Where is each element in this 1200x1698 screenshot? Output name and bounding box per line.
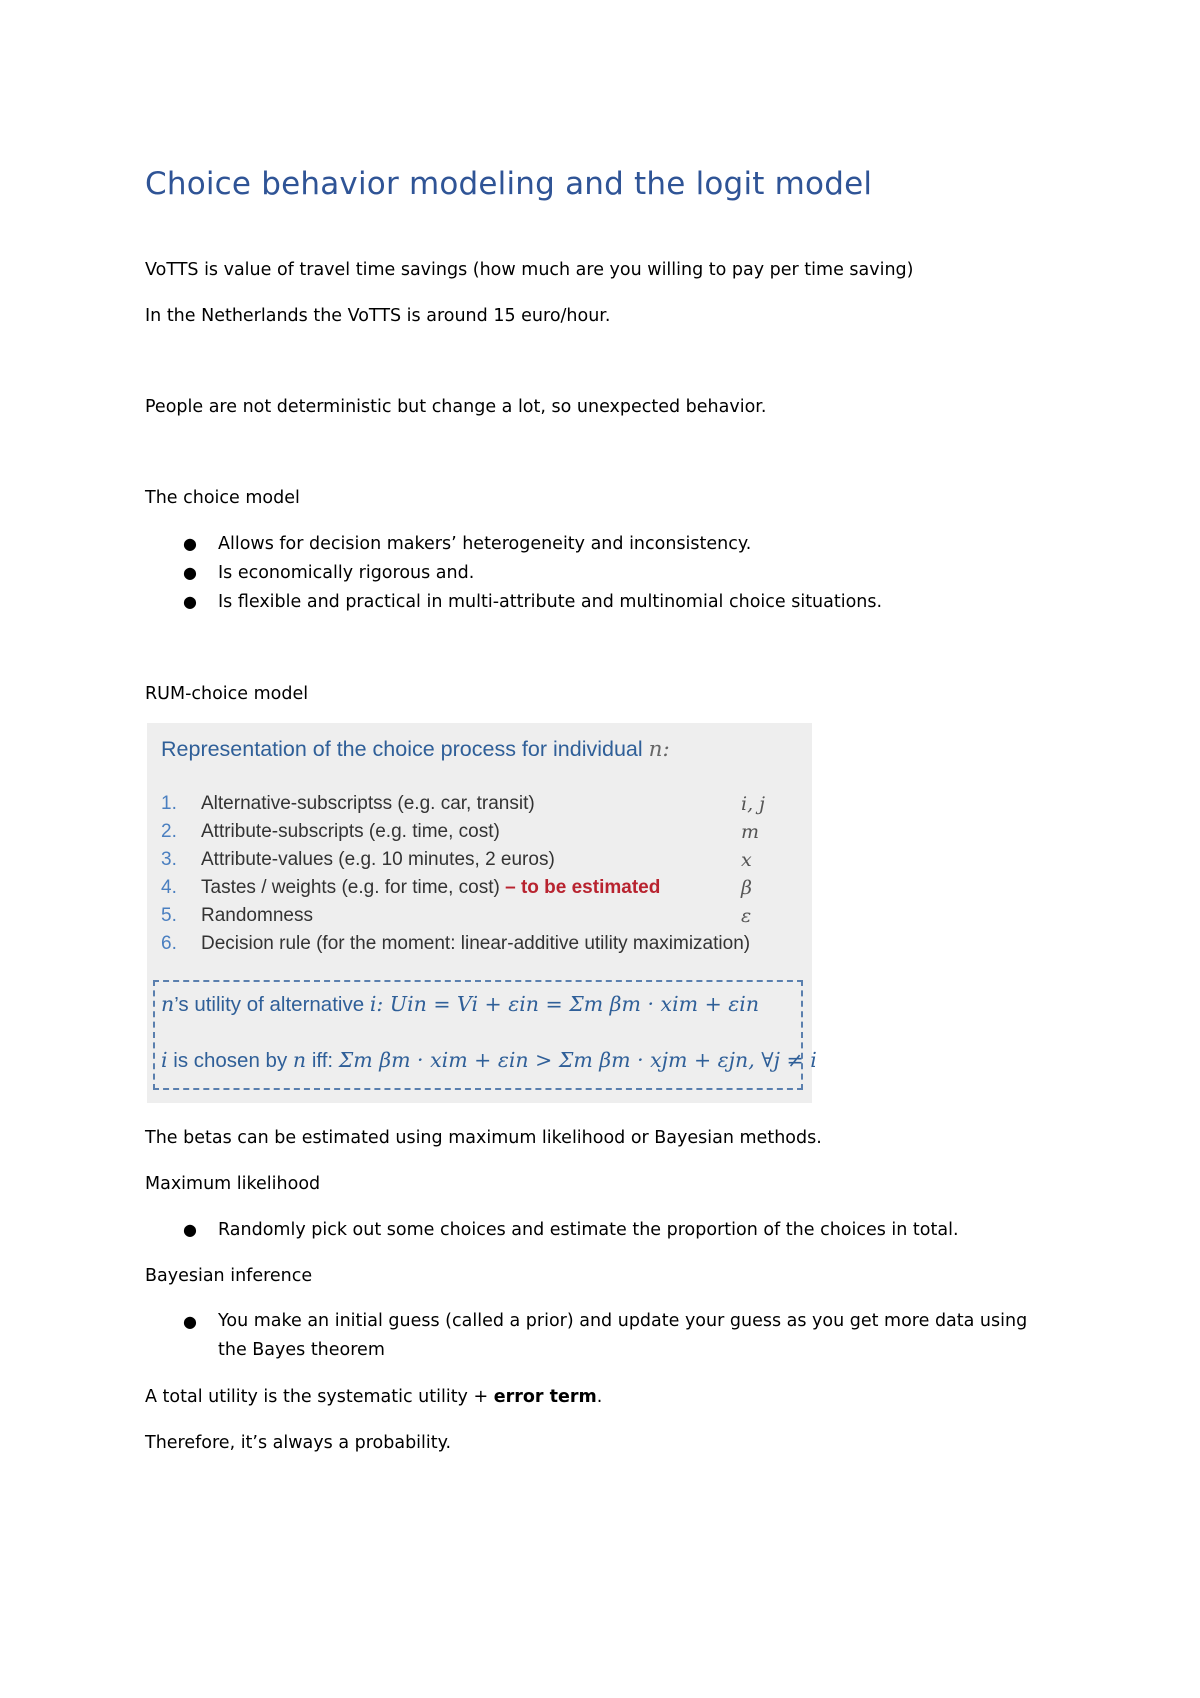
bayes-heading: Bayesian inference xyxy=(145,1266,313,1286)
votts-netherlands: In the Netherlands the VoTTS is around 15 euro/hour. xyxy=(145,306,611,326)
figure-list xyxy=(161,793,801,961)
bullet-icon: ● xyxy=(183,1220,197,1239)
rum-heading: RUM-choice model xyxy=(145,684,309,704)
figure-heading: Representation of the choice process for individual n: xyxy=(161,737,670,762)
probability-note: Therefore, it’s always a probability. xyxy=(145,1433,452,1453)
figure-list-item: 3. Attribute-values (e.g. 10 minutes, 2 euros) x xyxy=(161,849,752,871)
bullet-text: Is economically rigorous and. xyxy=(218,563,475,583)
people-behavior: People are not deterministic but change a lot, so unexpected behavior. xyxy=(145,397,767,417)
ml-heading: Maximum likelihood xyxy=(145,1174,321,1194)
bullet-icon: ● xyxy=(183,592,197,611)
figure-list-item: 5. Randomness ε xyxy=(161,905,752,927)
rum-figure xyxy=(147,723,817,1103)
figure-list-item: 6. Decision rule (for the moment: linear-additive utility maximization) xyxy=(161,933,751,954)
bullet-text: Allows for decision makers’ heterogeneity and inconsistency. xyxy=(218,534,752,554)
bullet-icon: ● xyxy=(183,1312,197,1331)
utility-formula: n’s utility of alternative i: Uin = Vi + εin = Σm βm · xim + εin xyxy=(161,992,760,1016)
choice-rule-formula: i is chosen by n iff: Σm βm · xim + εin > Σm βm · xjm + εjn, ∀j ≠ i xyxy=(161,1048,817,1072)
utility-formula-box xyxy=(153,980,817,1090)
to-be-estimated-emphasis: – to be estimated xyxy=(505,877,661,898)
bullet-icon: ● xyxy=(183,563,197,582)
votts-definition: VoTTS is value of travel time savings (how much are you willing to pay per time saving) xyxy=(145,260,914,280)
page-title: Choice behavior modeling and the logit model xyxy=(145,166,873,202)
bullet-text: You make an initial guess (called a prior) and update your guess as you get more data using the Bayes theorem xyxy=(218,1311,1028,1360)
bullet-text: Randomly pick out some choices and estimate the proportion of the choices in total. xyxy=(218,1220,959,1240)
figure-list-item: 4. Tastes / weights (e.g. for time, cost) – to be estimated β xyxy=(161,877,752,899)
figure-list-item: 1. Alternative-subscriptss (e.g. car, transit) i, j xyxy=(161,793,766,815)
bullet-text: Is flexible and practical in multi-attribute and multinomial choice situations. xyxy=(218,592,883,612)
total-utility: A total utility is the systematic utility + error term. xyxy=(145,1387,603,1407)
figure-list-item: 2. Attribute-subscripts (e.g. time, cost) m xyxy=(161,821,760,843)
choice-model-heading: The choice model xyxy=(145,488,300,508)
betas-estimation: The betas can be estimated using maximum likelihood or Bayesian methods. xyxy=(145,1128,822,1148)
bullet-icon: ● xyxy=(183,534,197,553)
figure-heading-var: n: xyxy=(648,737,670,762)
